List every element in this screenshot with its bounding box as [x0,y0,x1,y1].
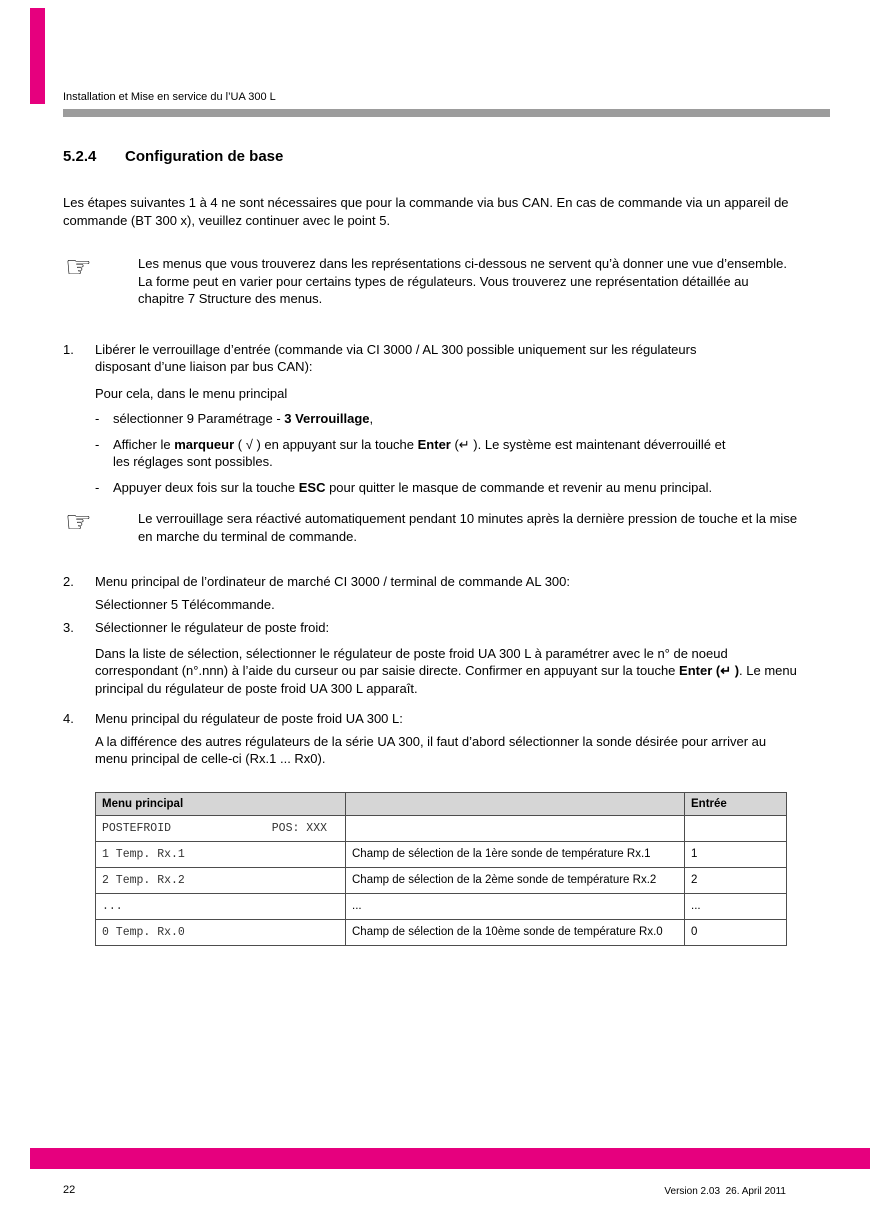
entry-cell: 2 [685,867,787,893]
step-title: Sélectionner le régulateur de poste froid: [95,620,330,635]
desc-cell [346,815,685,841]
table-row [96,841,787,867]
desc-cell: Champ de sélection de la 10ème sonde de température Rx.0 [346,919,685,945]
note-text: Le verrouillage sera réactivé automatiquement pendant 10 minutes après la dernière pression de touche et la mise en marche du terminal de commande. [138,511,798,544]
bullet-item [95,410,830,428]
bullet-item [95,436,830,471]
step-title: Menu principal de l’ordinateur de marché CI 3000 / terminal de commande AL 300: [95,574,571,589]
bullet-text: Appuyer deux fois sur la touche ESC pour quitter le masque de commande et revenir au menu principal. [113,479,713,495]
step-body [95,573,830,613]
menu-cell: ... [96,893,346,919]
corner-accent-bar [30,8,45,104]
step-1 [63,341,830,497]
step-number: 3. [63,620,74,635]
step-paragraph: A la différence des autres régulateurs de la série UA 300, il faut d’abord sélectionner la sonde désirée pour arriver au menu principal de celle-ci (Rx.1 ... Rx0). [95,733,767,766]
bullet-marker: - [95,411,100,426]
table-header-menu: Menu principal [96,792,346,815]
entry-cell: 0 [685,919,787,945]
header-title: Installation et Mise en service du l’UA 300 L [63,91,276,103]
pointing-hand-icon: ☞ [65,251,92,284]
pointing-hand-icon: ☞ [65,506,92,539]
table-header-row [96,792,787,815]
bullet-text: sélectionner 9 Paramétrage - 3 Verrouillage, [113,411,374,426]
desc-cell: Champ de sélection de la 2ème sonde de température Rx.2 [346,867,685,893]
bullet-text: Afficher le marqueur ( √ ) en appuyant sur la touche Enter (↵ ). Le système est maintenant déverrouillé et les réglages sont possibles. [113,436,726,469]
bullet-marker: - [95,436,100,452]
step-title: Libérer le verrouillage d’entrée (commande via CI 3000 / AL 300 possible uniquement sur les régulateurs disposant d’une liaison par bus CAN): [95,341,697,374]
note-lock-timer [63,506,830,545]
step-bullets [95,410,830,496]
menu-cell: 0 Temp. Rx.0 [96,919,346,945]
table-header-desc [346,792,685,815]
step-body [95,619,830,697]
menu-cell: 1 Temp. Rx.1 [96,841,346,867]
entry-cell: ... [685,893,787,919]
step-4 [63,710,830,768]
entry-cell [685,815,787,841]
page-number: 22 [63,1184,76,1196]
step-3 [63,619,830,697]
section-heading [63,148,830,165]
table-row [96,815,787,841]
menu-screen-pos: POS: XXX [271,821,327,835]
header-rule [63,109,830,117]
note-overview [63,251,830,308]
step-number: 2. [63,574,74,589]
step-2 [63,573,830,613]
bullet-marker: - [95,479,100,495]
entry-cell: 1 [685,841,787,867]
page-header [63,0,830,103]
step-subtext: Sélectionner 5 Télécommande. [95,596,275,612]
section-title: Configuration de base [125,148,284,165]
step-body [95,341,830,497]
intro-paragraph: Les étapes suivantes 1 à 4 ne sont nécessaires que pour la commande via bus CAN. En cas de commande via un appareil de commande (BT 300 x), veuillez continuer avec le point 5. [63,195,789,228]
menu-cell [96,815,346,841]
desc-cell: Champ de sélection de la 1ère sonde de température Rx.1 [346,841,685,867]
footer-accent-bar [30,1148,870,1169]
menu-cell: 2 Temp. Rx.2 [96,867,346,893]
step-title: Menu principal du régulateur de poste froid UA 300 L: [95,711,403,726]
footer-version: Version 2.03 26. April 2011 [664,1186,786,1197]
menu-table [95,792,787,946]
step-paragraph: Dans la liste de sélection, sélectionner le régulateur de poste froid UA 300 L à paramétrer avec le n° de noeud correspondant (n°.nnn) à l’aide du curseur ou par saisie directe. Confirmer en appuyant sur la touche Enter (↵ ). Le menu principal du régulateur de poste froid UA 300 L apparaît. [95,645,797,696]
note-text: Les menus que vous trouverez dans les représentations ci-dessous ne servent qu’à donner une vue d’ensemble. La forme peut en varier pour certains types de régulateurs. Vous trouverez une représentation détaillée au chapitre 7 Structure des menus. [138,256,787,306]
table-row [96,919,787,945]
table-row [96,893,787,919]
table-header-entry: Entrée [685,792,787,815]
step-body [95,710,830,768]
table-row [96,867,787,893]
step-subtext: Pour cela, dans le menu principal [95,385,288,401]
menu-screen-title: POSTEFROID [102,821,172,835]
section-number: 5.2.4 [63,148,97,165]
desc-cell: ... [346,893,685,919]
bullet-item [95,479,830,497]
step-number: 1. [63,341,74,357]
step-number: 4. [63,711,74,726]
